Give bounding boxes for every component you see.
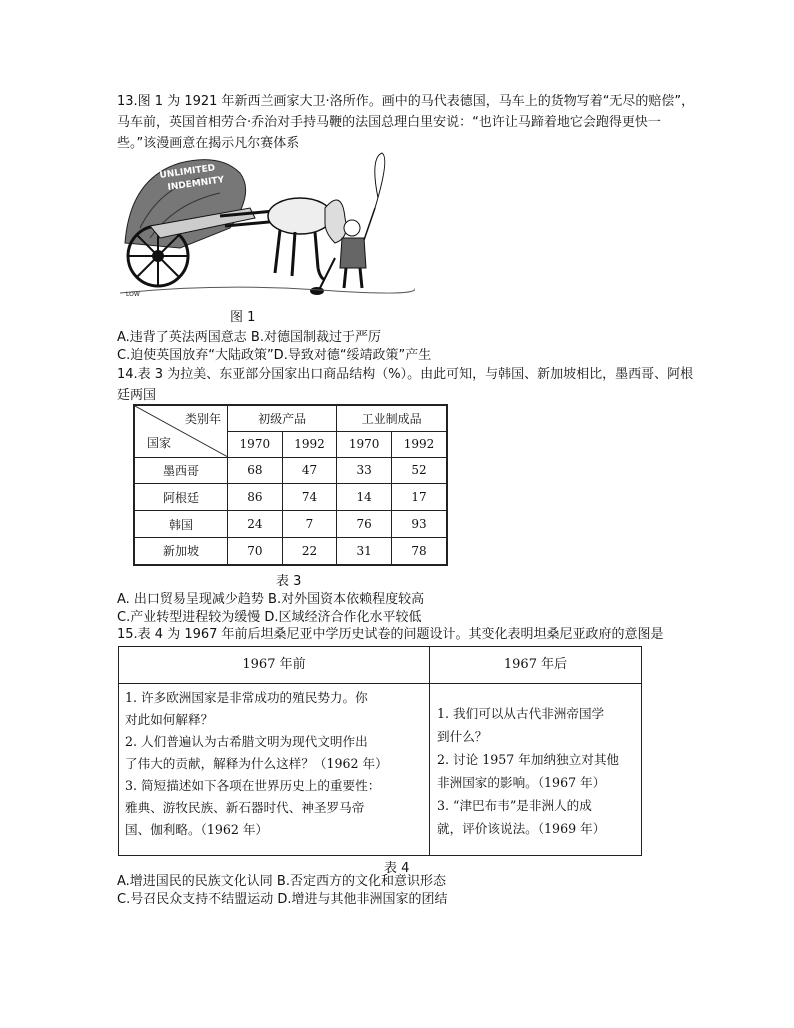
table4-header-after: 1967 年后 [430,647,641,684]
table3-year: 1970 [337,431,392,457]
cartoon-cargo-label-1: UNLIMITED [159,163,216,181]
table4-column-divider [429,647,430,855]
table3-cell: 17 [391,484,447,511]
table3-group-primary: 初级产品 [228,405,337,431]
table4-line: 了伟大的贡献，解释为什么这样？（1962 年） [125,756,388,771]
q13-stem: 13.图 1 为 1921 年新西兰画家大卫·洛所作。画中的马代表德国，马车上的货物写着“无尽的赔偿”，马车前，英国首相劳合·乔治对手持马鞭的法国总理白里安说：“也许让马蹄着地它会跑得更快一些。”该漫画意在揭示凡尔赛体系 [117,94,695,151]
table4-line: 非洲国家的影响。（1967 年） [437,775,606,790]
cartoonist-signature: LOW [126,291,140,298]
table3-country: 韩国 [134,511,228,538]
q15-stem: 15.表 4 为 1967 年前后坦桑尼亚中学历史试卷的问题设计。其变化表明坦桑尼亚政府的意图是 [117,627,664,642]
table3-cell: 68 [228,457,283,484]
table4-before-cell [125,687,427,841]
table3-cell: 22 [282,537,337,565]
table3-cell: 76 [337,511,392,538]
table3-cell: 78 [391,537,447,565]
table4-line: 2. 人们普遍认为古希腊文明为现代文明作出 [125,734,368,749]
table3-cell: 14 [337,484,392,511]
table3-country: 阿根廷 [134,484,228,511]
table3-caption: 表 3 [276,574,302,589]
cartoon-cargo-label-2: INDEMNITY [167,175,225,193]
cartoon-illustration [120,148,415,298]
table3-cell: 33 [337,457,392,484]
table3-group-manufactured: 工业制成品 [337,405,447,431]
table3-corner-cell [134,405,228,457]
table4-line: 到什么？ [437,729,488,744]
table3-cell: 31 [337,537,392,565]
table4-after-cell [437,702,637,840]
table4-line: 1. 许多欧洲国家是非常成功的殖民势力。你 [125,690,368,705]
table-row [134,484,447,511]
q14-options-cd: C.产业转型进程较为缓慢 D.区域经济合作化水平较低 [117,610,422,625]
table4-line: 国、伽利略。（1962 年） [125,822,269,837]
q14-stem: 14.表 3 为拉美、东亚部分国家出口商品结构（%）。由此可知，与韩国、新加坡相比，墨西哥、阿根廷两国 [117,367,694,403]
corner-label-top: 类别年 [184,412,221,426]
table3-year: 1970 [228,431,283,457]
table4 [118,646,642,856]
table3-cell: 47 [282,457,337,484]
q13-options-ab: A.违背了英法两国意志 B.对德国制裁过于严厉 [117,330,381,345]
q15-options-ab: A.增进国民的民族文化认同 B.否定西方的文化和意识形态 [117,874,446,889]
table3 [133,404,448,566]
table4-line: 对此如何解释？ [125,712,214,727]
table3-cell: 7 [282,511,337,538]
table4-header-before: 1967 年前 [119,647,429,684]
corner-label-bottom: 国家 [147,435,172,450]
table4-line: 就，评价该说法。（1969 年） [437,821,606,836]
table4-line: 雅典、游牧民族、新石器时代、神圣罗马帝 [125,800,365,815]
q14-options-ab: A. 出口贸易呈现减少趋势 B.对外国资本依赖程度较高 [117,592,425,607]
table3-country: 新加坡 [134,537,228,565]
table-row [134,457,447,484]
table4-caption: 表 4 [384,861,410,876]
table-row [134,537,447,565]
table4-line: 3. “津巴布韦”是非洲人的成 [437,798,592,813]
table4-line: 2. 讨论 1957 年加纳独立对其他 [437,752,620,767]
table4-line: 1. 我们可以从古代非洲帝国学 [437,706,605,721]
table3-year: 1992 [391,431,447,457]
figure1-caption: 图 1 [230,310,256,325]
table3-cell: 86 [228,484,283,511]
table3-cell: 70 [228,537,283,565]
table3-cell: 93 [391,511,447,538]
q15-options-cd: C.号召民众支持不结盟运动 D.增进与其他非洲国家的团结 [117,892,448,907]
table3-cell: 52 [391,457,447,484]
table3-cell: 74 [282,484,337,511]
table3-country: 墨西哥 [134,457,228,484]
table4-line: 3. 简短描述如下各项在世界历史上的重要性： [125,778,381,793]
table-row [134,511,447,538]
table3-cell: 24 [228,511,283,538]
table3-year: 1992 [282,431,337,457]
q13-options-cd: C.迫使英国放弃“大陆政策”D.导致对德“绥靖政策”产生 [117,348,432,363]
